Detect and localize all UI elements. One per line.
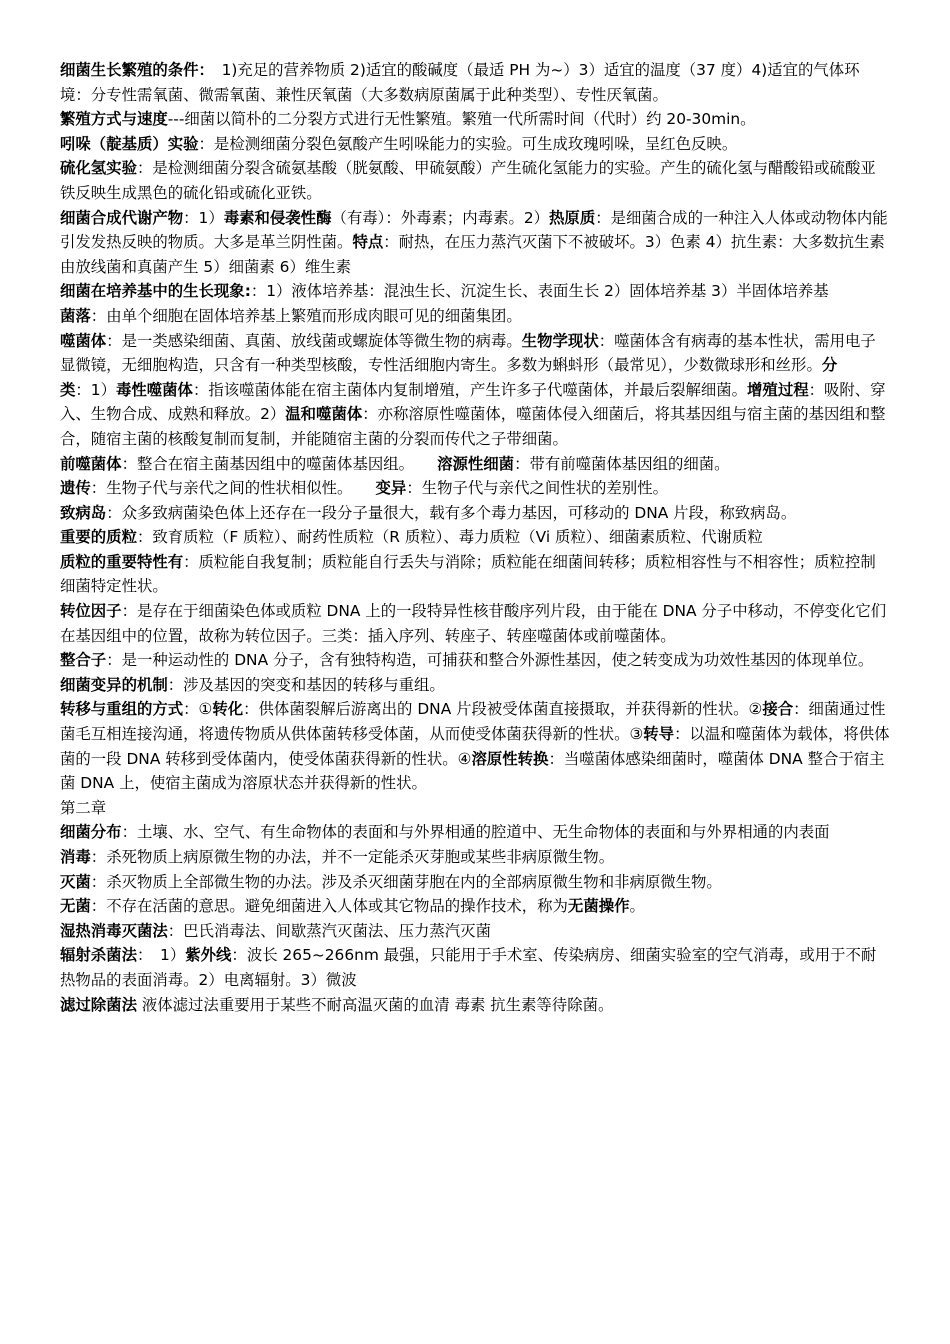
term-label: 特点 xyxy=(352,233,384,252)
body-text: ：涉及基因的突变和基因的转移与重组。 xyxy=(167,675,445,694)
body-text: ：巴氏消毒法、间歇蒸汽灭菌法、压力蒸汽灭菌 xyxy=(167,921,491,940)
paragraph-indole-test xyxy=(60,132,890,157)
term-label: 紫外线 xyxy=(185,946,232,965)
term-label: 滤过除菌法 xyxy=(60,995,137,1014)
body-text: ：不存在活菌的意思。避免细菌进入人体或其它物品的操作技术，称为 xyxy=(90,897,568,916)
body-text: ：致育质粒（F 质粒）、耐药性质粒（R 质粒）、毒力质粒（Vi 质粒）、细菌素质粒、代谢质粒 xyxy=(136,528,763,547)
body-text: ：噬菌体含有病毒的基本性状，需用电子显微镜，无细胞构造，只含有一种类型核酸，专性活细胞内寄生。多数为蝌蚪形（最常见），少数微球形和丝形。 xyxy=(60,331,876,375)
term-label: 细菌生长繁殖的条件： xyxy=(60,61,207,79)
term-label: 细菌分布 xyxy=(60,823,122,842)
body-text: （有毒）：外毒素；内毒素。2） xyxy=(331,208,550,227)
term-label: 无菌 xyxy=(60,897,91,916)
body-text: ：亦称溶原性噬菌体，噬菌体侵入细菌后，将其基因组与宿主菌的基因组和整合，随宿主菌的核酸复制而复制，并能随宿主菌的分裂而传代之子带细菌。 xyxy=(60,405,886,448)
body-text: ：1） xyxy=(183,208,224,227)
body-text: ：众多致病菌染色体上还存在一段分子量很大，载有多个毒力基因，可移动的 DNA 片段，称致病岛。 xyxy=(106,503,797,522)
paragraph-sterilization xyxy=(60,870,890,895)
term-label: 转移与重组的方式 xyxy=(60,700,184,719)
term-label: 分类 xyxy=(60,356,838,399)
body-text: ：杀灭物质上全部微生物的办法。涉及杀灭细菌芽胞在内的全部病原微生物和非病原微生物。 xyxy=(90,872,722,891)
body-text: ：吸附、穿入、生物合成、成熟和释放。2） xyxy=(60,380,886,424)
paragraph-phage xyxy=(60,329,890,452)
term-label: 致病岛 xyxy=(60,503,107,522)
paragraph-metabolites xyxy=(60,206,890,280)
paragraph-filtration xyxy=(60,993,890,1018)
term-label: 消毒 xyxy=(60,848,91,866)
paragraph-disinfection xyxy=(60,845,890,870)
body-text: ：是存在于细菌染色体或质粒 DNA 上的一段特异性核苷酸序列片段，由于能在 DNA 分子中移动，不停变化它们在基因组中的位置，故称为转位因子。三类：插入序列、转座子、转座噬菌体或前噬菌体。 xyxy=(60,602,887,645)
body-text: 第二章 xyxy=(60,798,107,817)
term-label: 湿热消毒灭菌法 xyxy=(60,921,168,940)
body-text: ：杀死物质上病原微生物的办法，并不一定能杀灭芽胞或某些非病原微生物。 xyxy=(90,848,615,866)
body-text: ：1） xyxy=(75,380,116,399)
body-text: ：波长 265~266nm 最强，只能用于手术室、传染病房、细菌实验室的空气消毒，或用于不耐热物品的表面消毒。2）电离辐射。3）微波 xyxy=(60,946,877,989)
body-text: ：带有前噬菌体基因组的细菌。 xyxy=(514,454,730,473)
term-label: 毒性噬菌体 xyxy=(115,380,193,399)
term-label: 无菌操作 xyxy=(567,897,630,916)
term-label: 转导 xyxy=(643,725,675,744)
body-text: ：质粒能自我复制；质粒能自行丢失与消除；质粒能在细菌间转移；质粒相容性与不相容性；质粒控制细菌特定性状。 xyxy=(60,552,876,596)
body-text: ：由单个细胞在固体培养基上繁殖而形成肉眼可见的细菌集团。 xyxy=(90,306,522,325)
paragraph-pathogenicity-island xyxy=(60,501,890,526)
paragraph-transfer-recombination xyxy=(60,697,890,795)
body-text: ：耐热，在压力蒸汽灭菌下不被破坏。3）色素 4）抗生素：大多数抗生素由放线菌和真菌产生 5）细菌素 6）维生素 xyxy=(60,233,885,276)
paragraph-chapter-two xyxy=(60,796,890,821)
term-label: 细菌合成代谢产物 xyxy=(60,208,184,227)
term-label: 整合子 xyxy=(60,651,107,670)
term-label: 重要的质粒 xyxy=(60,528,137,547)
term-label: 繁殖方式与速度 xyxy=(60,110,168,129)
term-label: 遗传 xyxy=(60,479,91,498)
term-label: 硫化氢实验 xyxy=(60,159,137,178)
body-text: ：生物子代与亲代之间性状的差别性。 xyxy=(406,479,668,498)
term-label: 生物学现状 xyxy=(521,331,599,350)
body-text: ---细菌以简朴的二分裂方式进行无性繁殖。繁殖一代所需时间（代时）约 20-30min。 xyxy=(167,110,756,129)
term-label: 增殖过程 xyxy=(747,380,809,399)
term-label: 质粒的重要特性有 xyxy=(60,552,184,571)
term-label: 辐射杀菌法 xyxy=(60,946,137,965)
term-label: 转位因子 xyxy=(60,602,122,621)
paragraph-growth-conditions xyxy=(60,58,890,107)
paragraph-radiation xyxy=(60,943,890,992)
body-text: ：是一种运动性的 DNA 分子，含有独特构造，可捕获和整合外源性基因，使之转变成为功效性基因的体现单位。 xyxy=(106,651,874,670)
paragraph-prophage xyxy=(60,452,890,477)
paragraph-reproduction xyxy=(60,107,890,132)
body-text: ：是检测细菌分裂含硫氨基酸（胱氨酸、甲硫氨酸）产生硫化氢能力的实验。产生的硫化氢与醋酸铅或硫酸亚铁反映生成黑色的硫化铅或硫化亚铁。 xyxy=(60,159,876,202)
paragraph-plasmid-properties xyxy=(60,550,890,599)
paragraph-plasmids xyxy=(60,525,890,550)
body-text: ：1）液体培养基：混浊生长、沉淀生长、表面生长 2）固体培养基 3）半固体培养基 xyxy=(250,282,829,301)
body-text: ：以温和噬菌体为载体，将供体菌的一段 DNA 转移到受体菌内，使受体菌获得新的性状。④ xyxy=(60,725,890,768)
body-text: ：土壤、水、空气、有生命物体的表面和与外界相通的腔道中、无生命物体的表面和与外界相通的内表面 xyxy=(121,823,830,842)
paragraph-asepsis xyxy=(60,894,890,919)
term-label: 接合 xyxy=(762,700,794,719)
term-label: 溶源性细菌 xyxy=(437,454,515,473)
paragraph-h2s-test xyxy=(60,156,890,205)
body-text: 。 xyxy=(629,897,645,916)
body-text: ：生物子代与亲代之间的性状相似性。 xyxy=(90,479,376,498)
body-text: ：① xyxy=(183,700,213,719)
term-label: 细菌变异的机制 xyxy=(60,675,168,694)
term-label: 转化 xyxy=(212,700,244,719)
body-text: ：当噬菌体感染细菌时，噬菌体 DNA 整合于宿主菌 DNA 上，使宿主菌成为溶原状态并获得新的性状。 xyxy=(60,749,885,793)
body-text: 液体滤过法重要用于某些不耐高温灭菌的血清 毒素 抗生素等待除菌。 xyxy=(136,995,614,1014)
term-label: 毒素和侵袭性酶 xyxy=(223,208,332,227)
body-text: ：整合在宿主菌基因组中的噬菌体基因组。 xyxy=(121,454,438,473)
term-label: 菌落 xyxy=(60,306,91,325)
paragraph-variation-mechanism xyxy=(60,673,890,698)
paragraph-heredity xyxy=(60,476,890,501)
body-text: ：细菌通过性菌毛互相连接沟通，将遗传物质从供体菌转移受体菌，从而使受体菌获得新的性状。③ xyxy=(60,700,886,744)
term-label: 吲哚（靛基质）实验 xyxy=(60,134,199,153)
body-text: 1)充足的营养物质 2)适宜的酸碱度（最适 PH 为~）3）适宜的温度（37 度）4)适宜的气体环境：分专性需氧菌、微需氧菌、兼性厌氧菌（大多数病原菌属于此种类型）、专性厌氧菌。 xyxy=(60,61,860,104)
paragraph-growth-phenomena xyxy=(60,279,890,304)
paragraph-moist-heat xyxy=(60,919,890,944)
term-label: 噬菌体 xyxy=(60,331,107,350)
term-label: 变异 xyxy=(375,479,407,498)
term-label: 热原质 xyxy=(549,208,596,227)
paragraph-colony xyxy=(60,304,890,329)
term-label: 温和噬菌体 xyxy=(285,405,363,424)
paragraph-distribution xyxy=(60,820,890,845)
body-text: ：供体菌裂解后游离出的 DNA 片段被受体菌直接摄取，并获得新的性状。② xyxy=(243,700,763,719)
paragraph-integron xyxy=(60,648,890,673)
term-label: 溶原性转换 xyxy=(471,749,549,768)
body-text: ：是一类感染细菌、真菌、放线菌或螺旋体等微生物的病毒。 xyxy=(106,331,522,350)
term-label: 灭菌 xyxy=(60,872,91,891)
body-text: ： 1） xyxy=(136,946,186,965)
term-label: 前噬菌体 xyxy=(60,454,122,473)
body-text: ：指该噬菌体能在宿主菌体内复制增殖，产生许多子代噬菌体，并最后裂解细菌。 xyxy=(192,380,748,399)
body-text: ：是检测细菌分裂色氨酸产生吲哚能力的实验。可生成玫瑰吲哚，呈红色反映。 xyxy=(198,134,738,153)
paragraph-transposon xyxy=(60,599,890,648)
term-label: 细菌在培养基中的生长现象: xyxy=(60,282,251,301)
body-text: ：是细菌合成的一种注入人体或动物体内能引发发热反映的物质。大多是革兰阴性菌。 xyxy=(60,208,888,252)
